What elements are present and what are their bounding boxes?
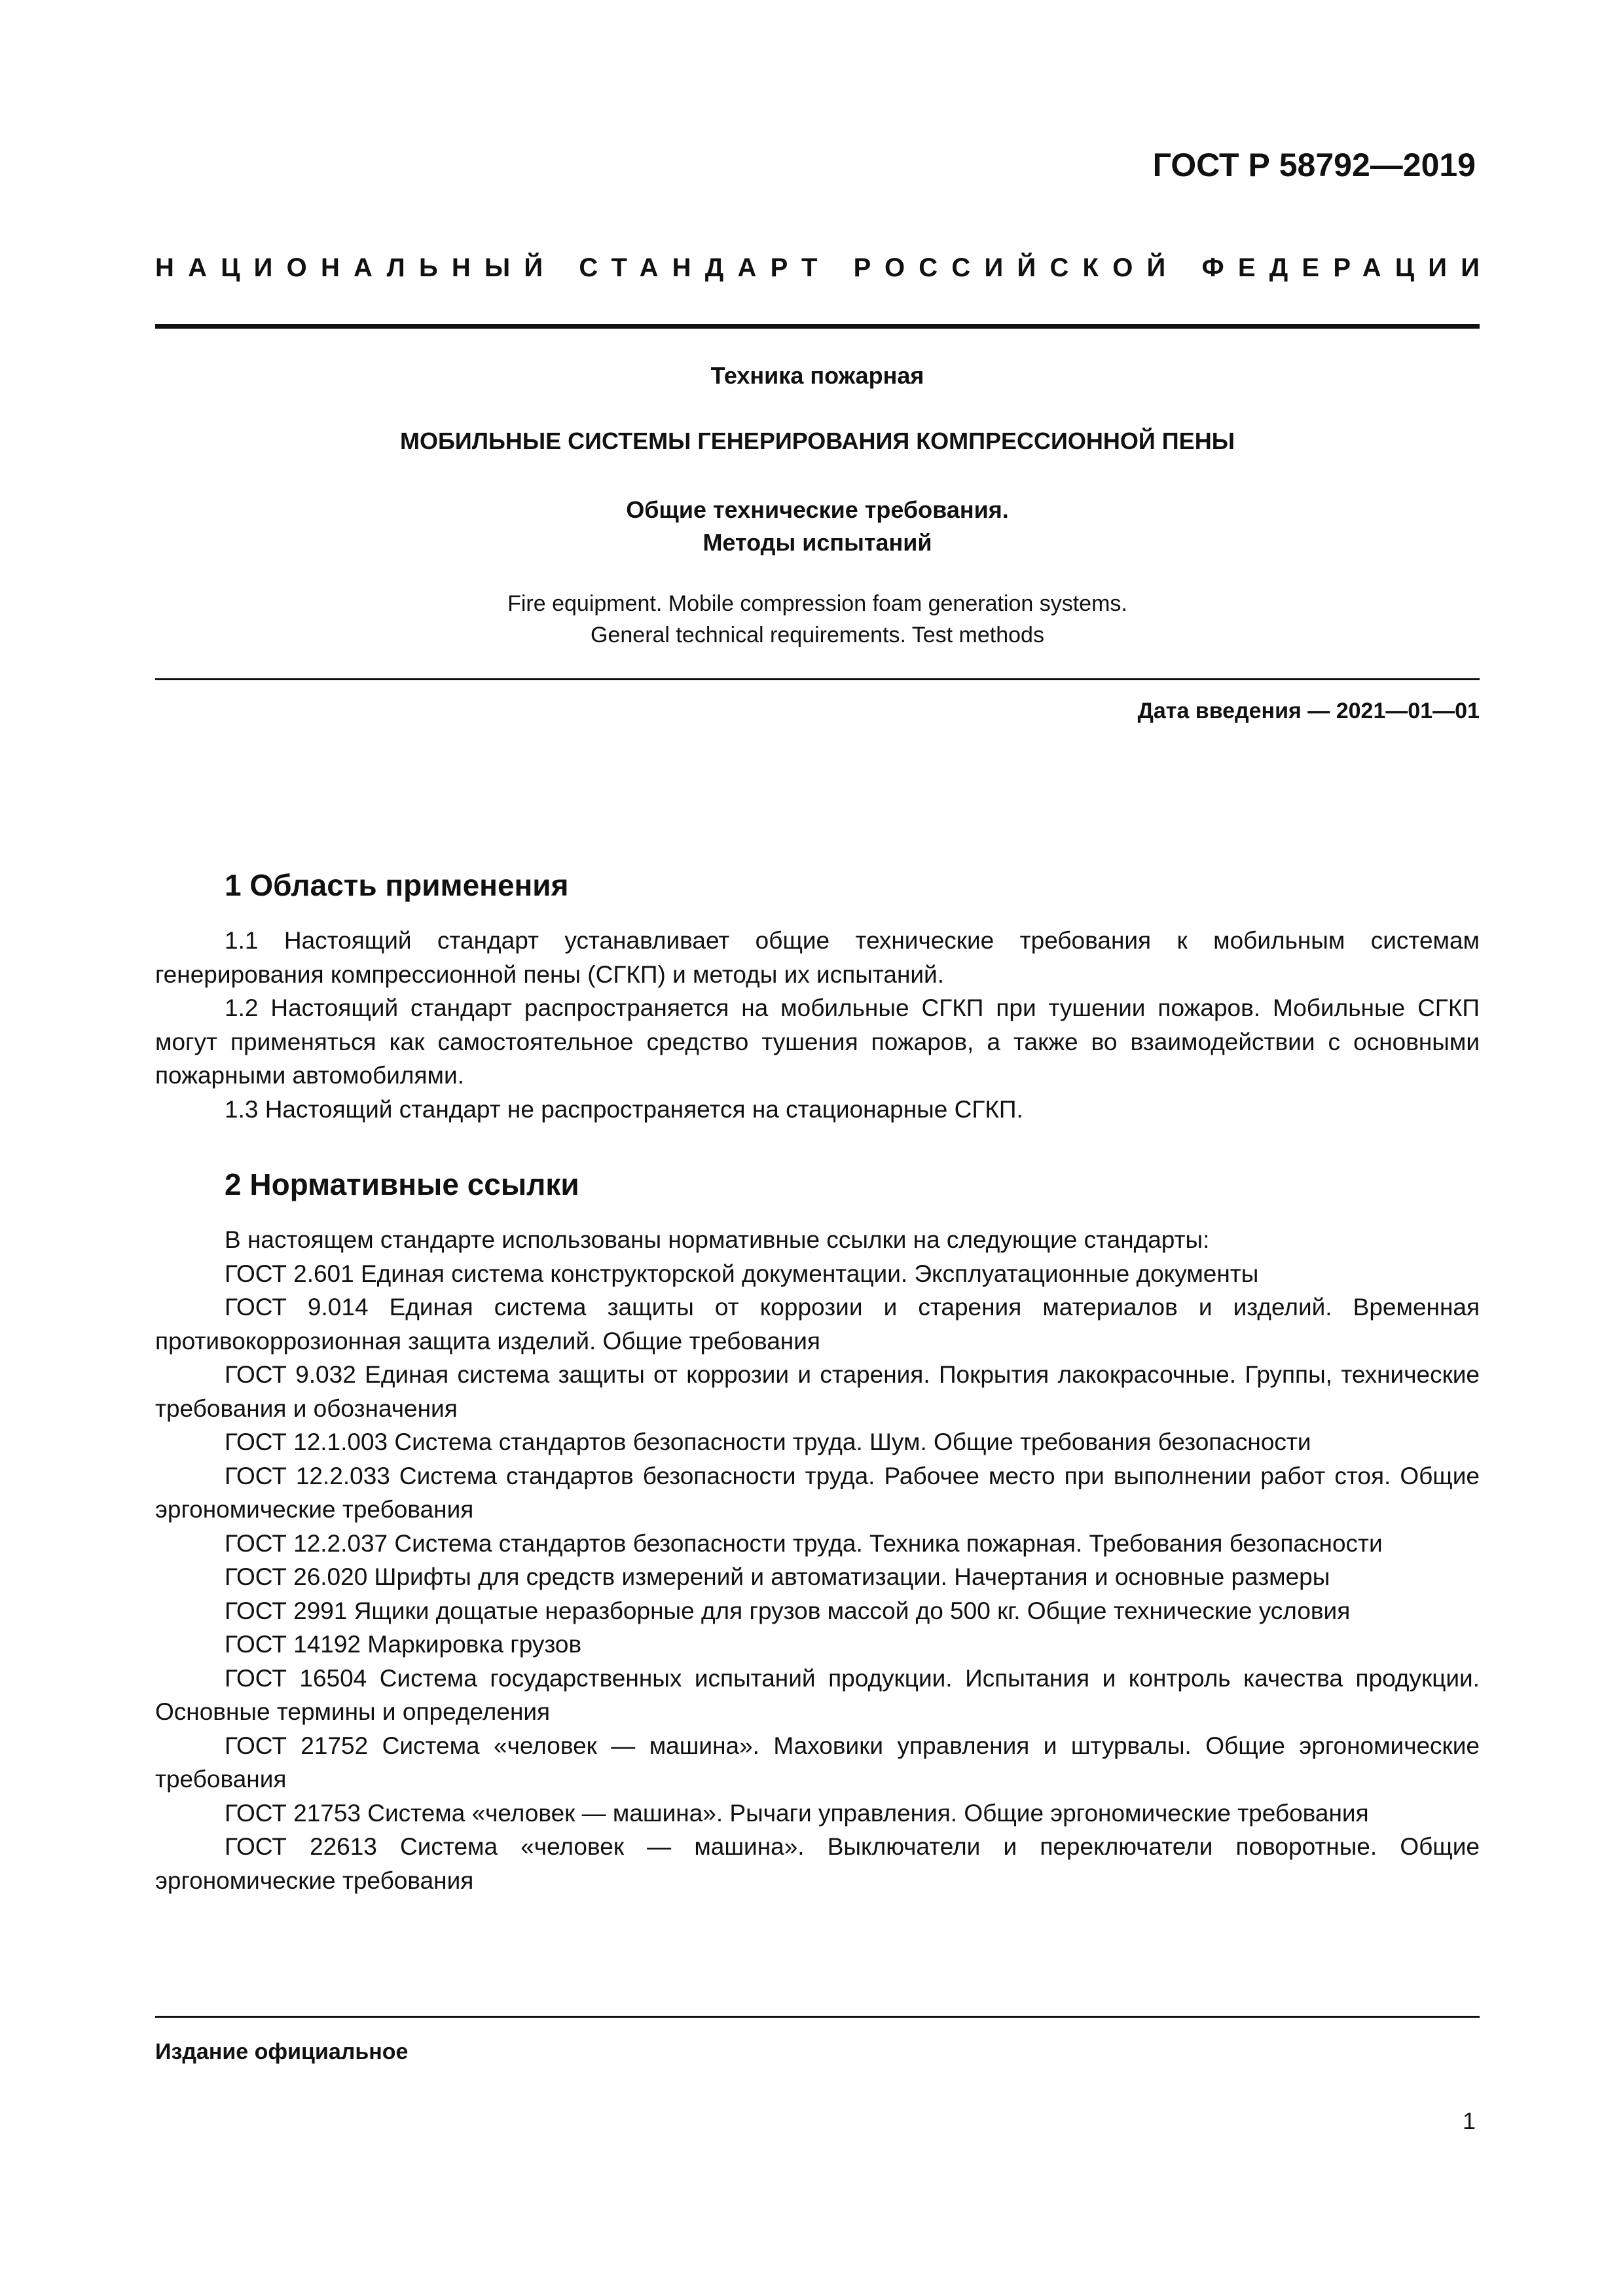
- footer-divider: [155, 2016, 1480, 2018]
- national-standard-word: НАЦИОНАЛЬНЫЙ: [155, 253, 557, 282]
- national-standard-word: РОССИЙСКОЙ: [853, 253, 1180, 282]
- section-2-heading: 2 Нормативные ссылки: [225, 1167, 579, 1201]
- reference-item: ГОСТ 21753 Система «человек — машина». Рычаги управления. Общие эргономические требования: [225, 1799, 1369, 1827]
- page-number: 1: [1462, 2107, 1476, 2134]
- national-standard-word: ФЕДЕРАЦИИ: [1201, 253, 1494, 282]
- national-standard-line: [155, 253, 1494, 283]
- paragraph: 1.3 Настоящий стандарт не распространяется на стационарные СГКП.: [225, 1095, 1023, 1123]
- subtitle-line-2: Методы испытаний: [702, 529, 932, 556]
- paragraph: В настоящем стандарте использованы нормативные ссылки на следующие стандарты:: [225, 1226, 1210, 1253]
- reference-item: ГОСТ 12.2.033 Система стандартов безопасности труда. Рабочее место при выполнении работ стоя. Общие эргономические требования: [155, 1462, 1480, 1523]
- reference-item: ГОСТ 26.020 Шрифты для средств измерений и автоматизации. Начертания и основные размеры: [225, 1563, 1330, 1590]
- section-1-heading: 1 Область применения: [225, 868, 569, 902]
- english-title-line-1: Fire equipment. Mobile compression foam generation systems.: [507, 591, 1127, 616]
- reference-item: ГОСТ 9.014 Единая система защиты от коррозии и старения материалов и изделий. Временная противокоррозионная защита изделий. Общие требования: [155, 1294, 1480, 1355]
- section-2-body: [155, 1223, 1480, 1897]
- english-title-line-2: General technical requirements. Test methods: [591, 623, 1044, 647]
- header-divider: [155, 324, 1480, 329]
- reference-item: ГОСТ 2991 Ящики дощатые неразборные для грузов массой до 500 кг. Общие технические условия: [225, 1597, 1351, 1624]
- edition-label: Издание официальное: [155, 2039, 409, 2064]
- category-title: Техника пожарная: [710, 362, 924, 389]
- title-divider: [155, 678, 1480, 680]
- document-number: ГОСТ Р 58792—2019: [1152, 147, 1476, 183]
- reference-item: ГОСТ 9.032 Единая система защиты от коррозии и старения. Покрытия лакокрасочные. Группы, технические требования и обозначения: [155, 1361, 1480, 1422]
- reference-item: ГОСТ 12.1.003 Система стандартов безопасности труда. Шум. Общие требования безопасности: [225, 1429, 1311, 1455]
- paragraph: 1.2 Настоящий стандарт распространяется на мобильные СГКП при тушении пожаров. Мобильные СГКП могут применяться как самостоятельное средство тушения пожаров, а также во взаимодействии с основными пожарными автомобилями.: [155, 994, 1480, 1089]
- english-title: [155, 588, 1480, 651]
- introduction-date: Дата введения — 2021—01—01: [1137, 699, 1480, 723]
- reference-item: ГОСТ 2.601 Единая система конструкторской документации. Эксплуатационные документы: [225, 1260, 1259, 1287]
- subtitle: [155, 494, 1480, 559]
- subtitle-line-1: Общие технические требования.: [626, 496, 1009, 523]
- main-title: МОБИЛЬНЫЕ СИСТЕМЫ ГЕНЕРИРОВАНИЯ КОМПРЕССИОННОЙ ПЕНЫ: [400, 428, 1235, 454]
- reference-item: ГОСТ 16504 Система государственных испытаний продукции. Испытания и контроль качества продукции. Основные термины и определения: [155, 1664, 1480, 1725]
- section-1-body: [155, 924, 1480, 1126]
- national-standard-word: СТАНДАРТ: [579, 253, 831, 282]
- reference-item: ГОСТ 12.2.037 Система стандартов безопасности труда. Техника пожарная. Требования безопасности: [225, 1529, 1383, 1557]
- reference-item: ГОСТ 14192 Маркировка грузов: [225, 1631, 582, 1658]
- paragraph: 1.1 Настоящий стандарт устанавливает общие технические требования к мобильным системам генерирования компрессионной пены (СГКП) и методы их испытаний.: [155, 927, 1480, 988]
- reference-item: ГОСТ 22613 Система «человек — машина». Выключатели и переключатели поворотные. Общие эргономические требования: [155, 1833, 1480, 1894]
- reference-item: ГОСТ 21752 Система «человек — машина». Маховики управления и штурвалы. Общие эргономические требования: [155, 1732, 1480, 1793]
